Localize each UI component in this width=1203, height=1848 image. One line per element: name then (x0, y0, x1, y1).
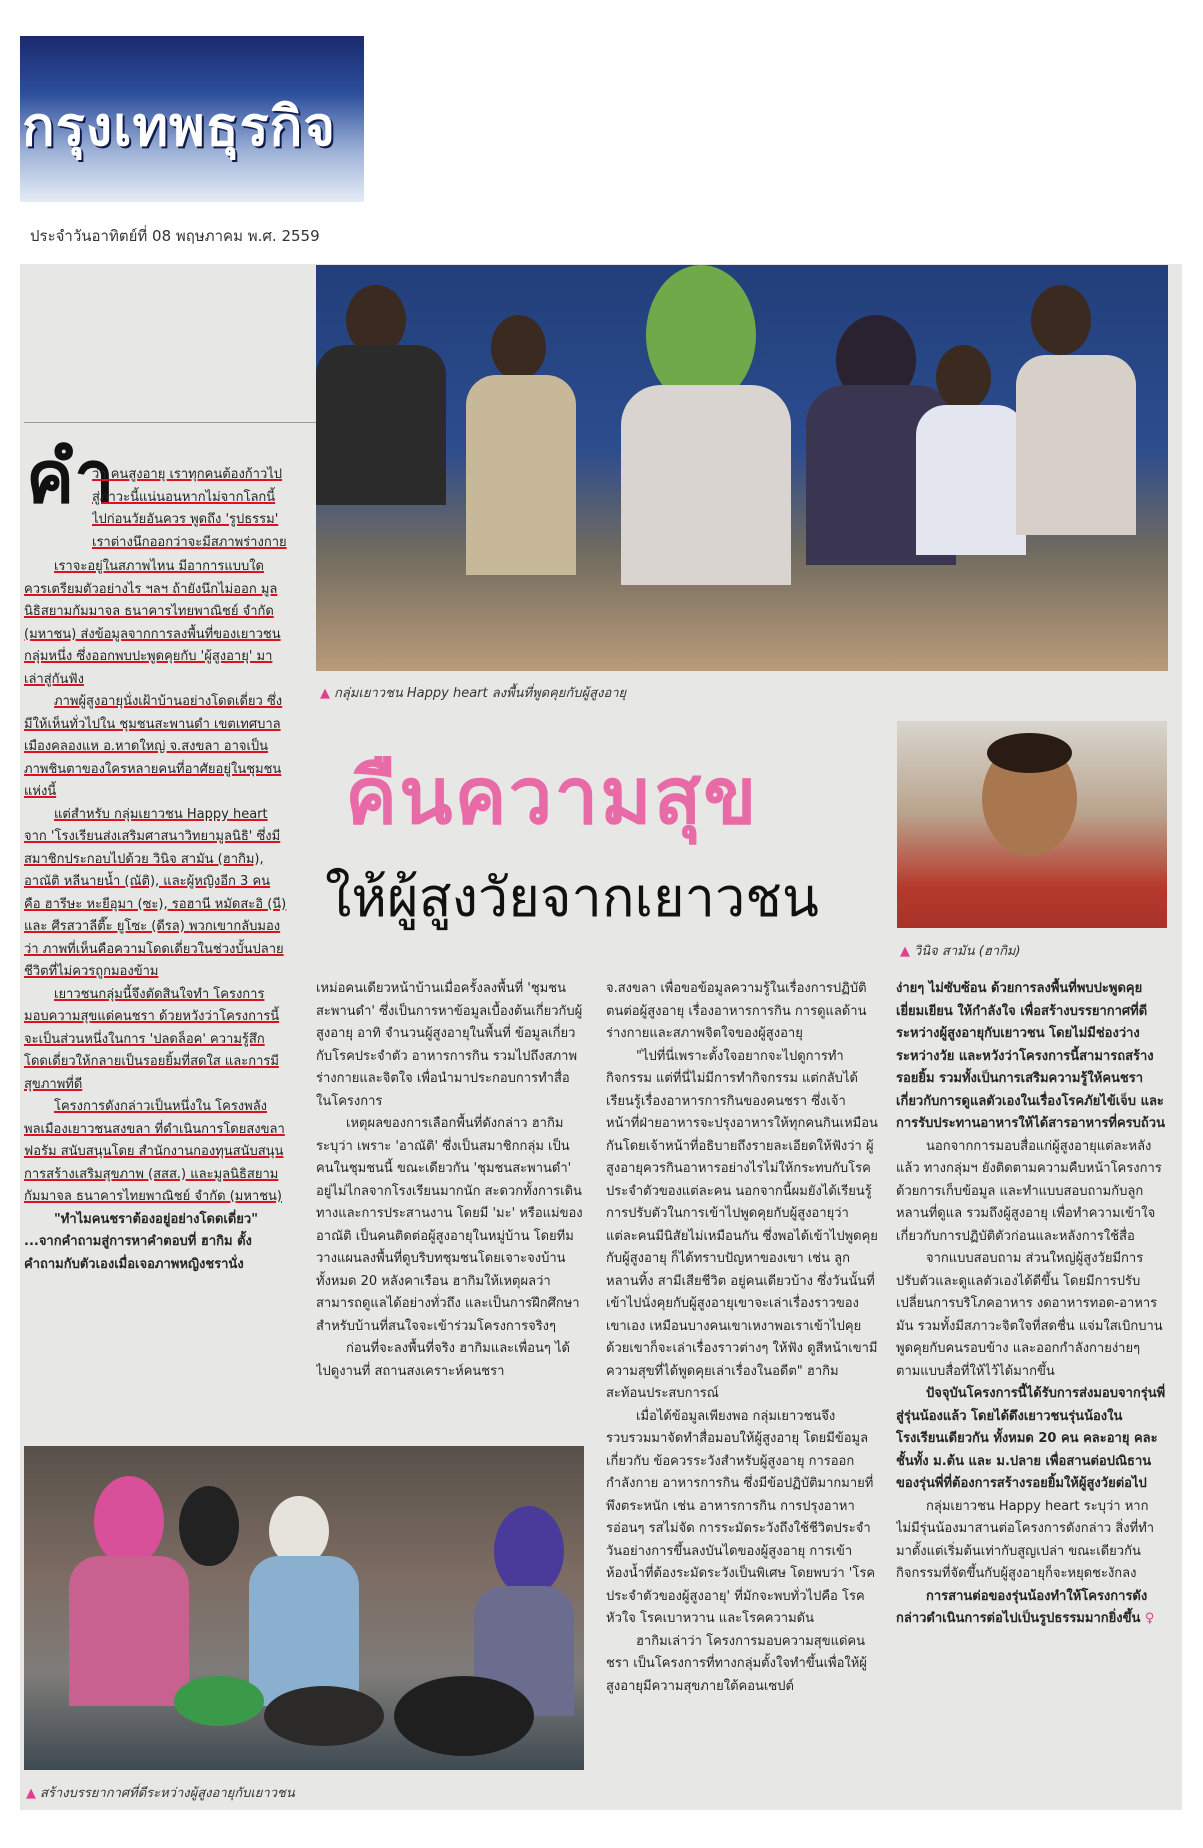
paragraph: จากแบบสอบถาม ส่วนใหญ่ผู้สูงวัยมีการปรับตัวและดูแลตัวเองได้ดีขึ้น โดยมีการปรับเปลี่ยนการบริโภคอาหาร งดอาหารทอด-อาหารมัน รวมทั้งมีสภาวะจิตใจที่สดชื่น แจ่มใสเบิกบาน พูดคุยกับคนรอบข้าง และออกกำลังกายง่ายๆ ตามแบบสื่อที่ให้ไว้ได้มากขึ้น (896, 1251, 1163, 1379)
article-column-1-intro (92, 464, 288, 556)
newspaper-name: กรุงเทพธุรกิจ (22, 95, 337, 158)
paragraph: นอกจากการมอบสื่อแก่ผู้สูงอายุแต่ละหลังแล้ว ทางกลุ่มฯ ยังติดตามความคืบหน้าโครงการด้วยการเก็บข้อมูล และทำแบบสอบถามกับลูกหลานที่ดูแล รวมถึงผู้สูงอายุ เพื่อทำความเข้าใจเกี่ยวกับการปฏิบัติตัวก่อนและหลังการใช้สื่อ (896, 1138, 1162, 1244)
top-photo-caption: ▲ กลุ่มเยาวชน Happy heart ลงพื้นที่พูดคุยกับผู้สูงอายุ (320, 686, 627, 701)
article-column-3 (606, 978, 878, 1808)
paragraph: เหตุผลของการเลือกพื้นที่ดังกล่าว ฮากิม ระบุว่า เพราะ 'อาณัติ' ซึ่งเป็นสมาชิกกลุ่ม เป็นคนในชุมชนนี้ ขณะเดียวกัน 'ชุมชนสะพานดำ' อยู่ไม่ไกลจากโรงเรียนมากนัก สะดวกทั้งการเดินทางและการประสานงาน โดยมี 'มะ' หรือแม่ของอาณัติ เป็นคนติดต่อผู้สูงอายุในหมู่บ้าน โดยทีมวางแผนลงพื้นที่ดูบริบทชุมชนโดยเจาะจงบ้านทั้งหมด 20 หลังคาเรือน ฮากิมให้เหตุผลว่า สามารถดูแลได้อย่างทั่วถึง และเป็นการฝึกศึกษาสำหรับบ้านที่สนใจจะเข้าร่วมโครงการจริงๆ (316, 1116, 583, 1334)
paragraph: โครงการดังกล่าวเป็นหนึ่งใน โครงพลังพลเมืองเยาวชนสงขลา ที่ดำเนินการโดยสงขลาฟอรัม สนับสนุนโดย สำนักงานกองทุนสนับสนุนการสร้างเสริมสุขภาพ (สสส.) และมูลนิธิสยามกัมมาจล ธนาคารไทยพาณิชย์ จำกัด (มหาชน) (24, 1099, 285, 1204)
paragraph: จ.สงขลา เพื่อขอข้อมูลความรู้ในเรื่องการปฏิบัติตนต่อผู้สูงอายุ เรื่องอาหารการกิน การดูแลด้านร่างกายและสภาพจิตใจของผู้สูงอายุ (606, 981, 867, 1041)
portrait-photo (897, 721, 1167, 928)
paragraph: แต่สำหรับ กลุ่มเยาวชน Happy heart จาก 'โรงเรียนส่งเสริมศาสนาวิทยามูลนิธิ' ซึ่งมีสมาชิกประกอบไปด้วย วินิจ สามัน (ฮากิม), อาณัติ หลีนายน้ำ (ณัติ), และผู้หญิงอีก 3 คน คือ ฮารีษะ หะยีอุมา (ซะ), รอฮานี หมัดสะอิ (นี) และ ศีรสวาลีตี๊ะ ยูโซะ (ดีรล) พวกเขากลับมองว่า ภาพที่เห็นคือความโดดเดี่ยวในช่วงบั้นปลายชีวิตที่ไม่ควรถูกมองข้าม (24, 806, 287, 979)
paragraph: เยาวชนกลุ่มนี้จึงตัดสินใจทำ โครงการมอบความสุขแด่คนชรา ด้วยหวังว่าโครงการนี้จะเป็นส่วนหนึ่งในการ 'ปลดล็อค' ความรู้สึกโดดเดี่ยวให้กลายเป็นรอยยิ้มที่สดใส และการมีสุขภาพที่ดี (24, 986, 280, 1092)
paragraph: ก่อนที่จะลงพื้นที่จริง ฮากิมและเพื่อนๆ ได้ไปดูงานที่ สถานสงเคราะห์คนชรา (316, 1341, 570, 1379)
paragraph: "ไปที่นี่เพราะตั้งใจอยากจะไปดูการทำกิจกรรม แต่ที่นี่ไม่มีการทำกิจกรรม แต่กลับได้เรียนรู้เรื่องอาหารการกินของคนชรา ซึ่งเจ้าหน้าที่ฝ่ายอาหารจะปรุงอาหารให้ทุกคนกินเหมือนกันโดยเจ้าหน้าที่อธิบายถึงรายละเอียดให้ฟังว่า ผู้สูงอายุควรกินอาหารอย่างไรไม่ให้กระทบกับโรคประจำตัวของแต่ละคน นอกจากนี้ผมยังได้เรียนรู้การปรับตัวในการเข้าไปพูดคุยกับผู้สูงอายุว่าแต่ละคนมีนิสัยไม่เหมือนกัน ซึ่งพอได้เข้าไปพูดคุยกับผู้สูงอายุ ก็ได้ทราบปัญหาของเขา เช่น ลูกหลานทิ้ง สามีเสียชีวิต อยู่คนเดียวบ้าง ซึ่งวันนั้นที่เข้าไปนั่งคุยกับผู้สูงอายุเขาจะเล่าเรื่องราวของเขาเอง เหมือนบางคนเขาเหงาพอเราเข้าไปคุยด้วยเขาก็จะเล่าเรื่องราวต่างๆ ให้ฟัง ดูสีหน้าเขามีความสุขที่ได้พูดคุยเล่าเรื่องในอดีต" ฮากิมสะท้อนประสบการณ์ (606, 1048, 878, 1401)
paragraph: ง่ายๆ ไม่ซับซ้อน ด้วยการลงพื้นที่พบปะพูดคุยเยี่ยมเยียน ให้กำลังใจ เพื่อสร้างบรรยากาศที่ดีระหว่างผู้สูงอายุกับเยาวชน โดยไม่มีช่องว่างระหว่างวัย และหวังว่าโครงการนี้สามารถสร้างรอยยิ้ม รวมทั้งเป็นการเสริมความรู้ให้คนชราเกี่ยวกับการดูแลตัวเองในเรื่องโรคภัยไข้เจ็บ และการรับประทานอาหารให้ได้สารอาหารที่ครบถ้วน (896, 981, 1165, 1131)
headline-main: คืนความสุข (345, 752, 759, 842)
column-divider (24, 422, 316, 423)
paragraph: การสานต่อของรุ่นน้องทำให้โครงการดังกล่าวดำเนินการต่อไปเป็นรูปธรรมมากยิ่งขึ้น ♀ (896, 1588, 1155, 1626)
caption-marker-icon: ▲ (320, 686, 330, 701)
paragraph: กลุ่มเยาวชน Happy heart ระบุว่า หากไม่มีรุ่นน้องมาสานต่อโครงการดังกล่าว สิ่งที่ทำมาตั้งแต่เริ่มต้นเท่ากับสูญเปล่า ขณะเดียวกันกิจกรรมที่จัดขึ้นกับผู้สูงอายุก็จะหยุดชะงักลง (896, 1498, 1155, 1581)
paragraph: ปัจจุบันโครงการนี้ได้รับการส่งมอบจากรุ่นพี่สู่รุ่นน้องแล้ว โดยได้ดึงเยาวชนรุ่นน้องในโรงเรียนเดียวกัน ทั้งหมด 20 คน คละอายุ คละชั้นทั้ง ม.ต้น และ ม.ปลาย เพื่อสานต่อปณิธานของรุ่นพี่ที่ต้องการสร้างรอยยิ้มให้ผู้สูงวัยต่อไป (896, 1386, 1166, 1491)
caption-marker-icon: ▲ (26, 1786, 36, 1801)
portrait-caption: ▲ วินิจ สามัน (ฮากิม) (900, 944, 1021, 959)
article-column-2 (316, 978, 584, 1430)
bottom-photo-caption: ▲ สร้างบรรยากาศที่ดีระหว่างผู้สูงอายุกับเยาวชน (26, 1786, 295, 1801)
activity-photo (24, 1446, 584, 1770)
paragraph: "ทำไมคนชราต้องอยู่อย่างโดดเดี่ยว" ...จากคำถามสู่การหาคำตอบที่ ฮากิม ตั้งคำถามกับตัวเองเมื่อเจอภาพหญิงชรานั่ง (24, 1211, 258, 1272)
paragraph: ภาพผู้สูงอายุนั่งเฝ้าบ้านอย่างโดดเดี่ยว ซึ่งมีให้เห็นทั่วไปใน ชุมชนสะพานดำ เขตเทศบาลเมืองคลองแห อ.หาดใหญ่ จ.สงขลา อาจเป็นภาพชินตาของใครหลายคนที่อาศัยอยู่ในชุมชนแห่งนี้ (24, 694, 283, 799)
youth-group-photo (316, 265, 1168, 671)
end-mark-icon: ♀ (1144, 1611, 1155, 1626)
caption-marker-icon: ▲ (900, 944, 910, 959)
drop-cap: คำ (26, 435, 115, 519)
paragraph: เหม่อคนเดียวหน้าบ้านเมื่อครั้งลงพื้นที่ 'ชุมชนสะพานดำ' ซึ่งเป็นการหาข้อมูลเบื้องต้นเกี่ยวกับผู้สูงอายุ อาทิ จำนวนผู้สูงอายุในพื้นที่ ข้อมูลเกี่ยวกับโรคประจำตัว อาหารการกิน รวมไปถึงสภาพร่างกายและจิตใจ เพื่อนำมาประกอบการทำสื่อในโครงการ (316, 981, 583, 1109)
paragraph: ว่า คนสูงอายุ เราทุกคนต้องก้าวไปสู่ภาวะนี้แน่นอนหากไม่จากโลกนี้ไปก่อนวัยอันควร พูดถึง 'รูปธรรม' เราต่างนึกออกว่าจะมีสภาพร่างกาย (92, 467, 287, 550)
article-column-4 (896, 978, 1166, 1808)
paragraph: ฮากิมเล่าว่า โครงการมอบความสุขแด่คนชรา เป็นโครงการที่ทางกลุ่มตั้งใจทำขึ้นเพื่อให้ผู้สูงอายุมีความสุขภายใต้คอนเซปต์ (606, 1633, 867, 1694)
headline-sub: ให้ผู้สูงวัยจากเยาวชน (325, 866, 819, 929)
paragraph: เราจะอยู่ในสภาพไหน มีอาการแบบใด ควรเตรียมตัวอย่างไร ฯลฯ ถ้ายังนึกไม่ออก มูลนิธิสยามกัมมาจล ธนาคารไทยพาณิชย์ จำกัด (มหาชน) ส่งข้อมูลจากการลงพื้นที่ของเยาวชนกลุ่มหนึ่ง ซึ่งออกพบปะพูดคุยกับ 'ผู้สูงอายุ' มาเล่าสู่กันฟัง (24, 559, 281, 687)
article-column-1 (24, 556, 288, 1432)
publication-date: ประจำวันอาทิตย์ที่ 08 พฤษภาคม พ.ศ. 2559 (30, 227, 320, 245)
paragraph: เมื่อได้ข้อมูลเพียงพอ กลุ่มเยาวชนจึงรวบรวมมาจัดทำสื่อมอบให้ผู้สูงอายุ โดยมีข้อมูลเกี่ยวกับ ข้อควรระวังสำหรับผู้สูงอายุ การออกกำลังกาย อาหารการกิน ซึ่งมีข้อปฏิบัติมากมายที่พึงตระหนัก เช่น อาหารการกิน การปรุงอาหารอ่อนๆ รสไม่จัด การระมัดระวังถึงใช้ชีวิตประจำวันอย่างการขึ้นลงบันไดของผู้สูงอายุ การเข้าห้องน้ำที่ต้องระมัดระวังเป็นพิเศษ โดยพบว่า 'โรคประจำตัวของผู้สูงอายุ' ที่มักจะพบทั่วไปคือ โรคหัวใจ โรคเบาหวาน และโรคความดัน (606, 1408, 876, 1626)
